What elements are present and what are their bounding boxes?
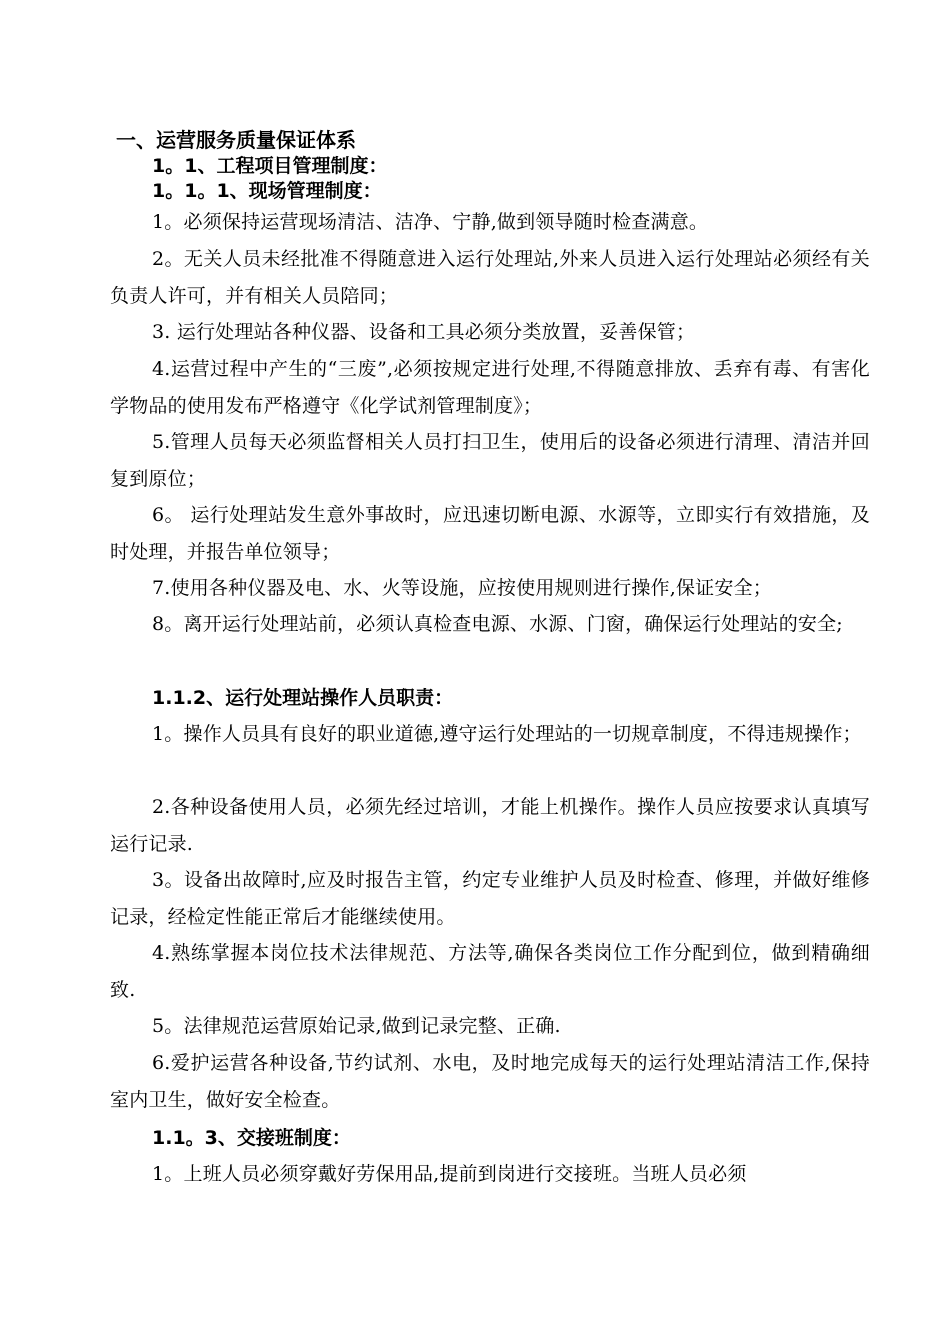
section-heading-1-1: 1。1、工程项目管理制度： — [152, 155, 388, 177]
site-rule-1: 1。必须保持运营现场清洁、洁净、宁静,做到领导随时检查满意。 — [152, 211, 709, 233]
site-rule-4: 4.运营过程中产生的“三废”,必须按规定进行处理,不得随意排放、丢弃有毒、有害化学物品的使用发布严格遵守《化学试剂管理制度》； — [110, 358, 870, 417]
operator-duty-2: 2.各种设备使用人员，必须先经过培训，才能上机操作。操作人员应按要求认真填写运行记录. — [110, 796, 870, 855]
site-rule-2: 2。无关人员未经批准不得随意进入运行处理站,外来人员进入运行处理站必须经有关负责人许可，并有相关人员陪同； — [110, 248, 870, 307]
site-rule-6: 6。 运行处理站发生意外事故时，应迅速切断电源、水源等，立即实行有效措施，及时处理，并报告单位领导； — [110, 504, 870, 563]
document-title: 一、运营服务质量保证体系 — [116, 128, 356, 152]
section-heading-1-1-1: 1。1。1、现场管理制度： — [152, 180, 382, 202]
site-rule-7: 7.使用各种仪器及电、水、火等设施，应按使用规则进行操作,保证安全； — [152, 577, 772, 599]
operator-duty-4: 4.熟练掌握本岗位技术法律规范、方法等,确保各类岗位工作分配到位，做到精确细致. — [110, 942, 870, 1001]
site-rule-3: 3. 运行处理站各种仪器、设备和工具必须分类放置，妥善保管； — [152, 321, 696, 343]
section-heading-1-1-3: 1.1。3、交接班制度： — [152, 1127, 351, 1149]
handover-rule-1: 1。上班人员必须穿戴好劳保用品,提前到岗进行交接班。当班人员必须 — [152, 1163, 747, 1185]
operator-duty-3: 3。设备出故障时,应及时报告主管，约定专业维护人员及时检查、修理，并做好维修记录，经检定性能正常后才能继续使用。 — [110, 869, 870, 928]
operator-duty-1: 1。操作人员具有良好的职业道德,遵守运行处理站的一切规章制度，不得违规操作； — [152, 723, 862, 745]
operator-duty-6: 6.爱护运营各种设备,节约试剂、水电，及时地完成每天的运行处理站清洁工作,保持室内卫生，做好安全检查。 — [110, 1052, 870, 1111]
site-rule-5: 5.管理人员每天必须监督相关人员打扫卫生，使用后的设备必须进行清理、清洁并回复到原位； — [110, 431, 870, 490]
section-heading-1-1-2: 1.1.2、运行处理站操作人员职责： — [152, 687, 454, 709]
site-rule-8: 8。离开运行处理站前，必须认真检查电源、水源、门窗，确保运行处理站的安全; — [152, 613, 843, 635]
operator-duty-5: 5。法律规范运营原始记录,做到记录完整、正确. — [152, 1015, 561, 1037]
